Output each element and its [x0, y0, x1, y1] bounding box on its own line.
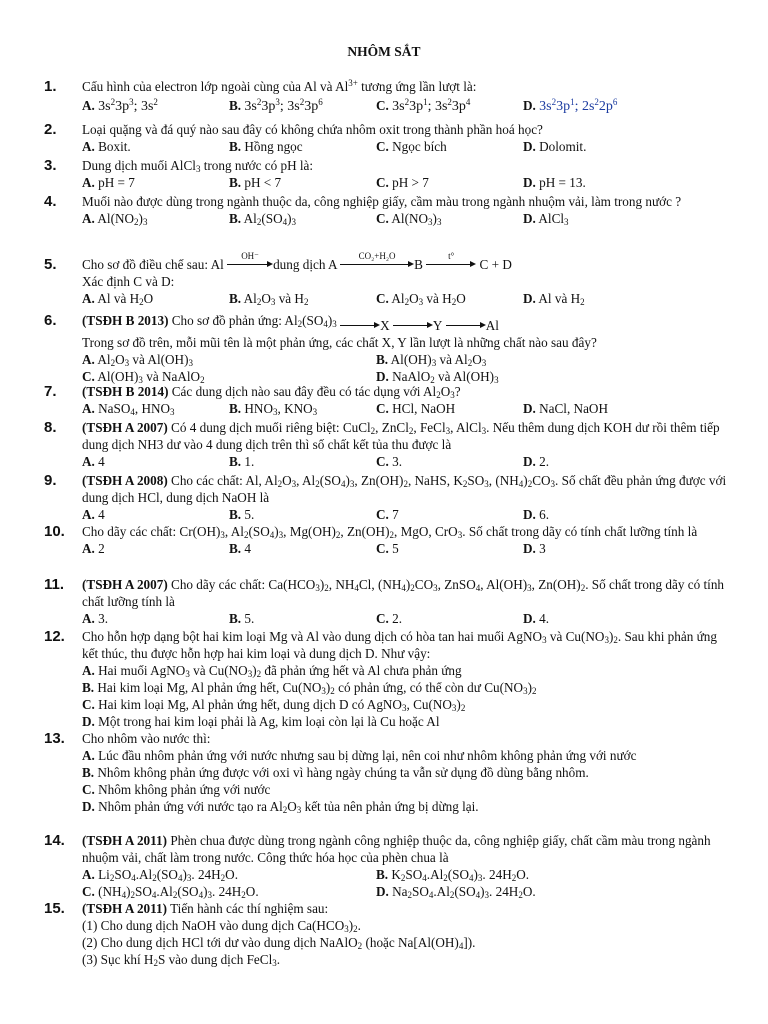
- option-a: A. $3s^23p^3$; $3s^2$: [82, 97, 158, 114]
- question-number: 5.: [44, 256, 57, 273]
- question-number: 3.: [44, 157, 57, 174]
- option-a: A. $Al_2O_3$ và $Al(OH)_3$: [82, 352, 193, 368]
- option-a: A. Al và $H_2O$: [82, 291, 154, 307]
- option-a: A. $Li_2SO_4.Al_2(SO_4)_3$. $24H_2O$.: [82, 867, 238, 883]
- option-d: D. NaCl, NaOH: [523, 401, 608, 416]
- question-number: 1.: [44, 78, 57, 95]
- question-2: [44, 121, 734, 155]
- option-a: A. 2: [82, 541, 105, 556]
- question-stem: (TSĐH B 2013) Cho sơ đồ phản ứng: $Al_2(SO_4)_3$ X Y Al: [82, 313, 499, 333]
- option-b: B. $3s^23p^3$; $3s^23p^6$: [229, 97, 323, 114]
- question-number: 7.: [44, 383, 57, 400]
- question-stem: (TSĐH A 2011) Phèn chua được dùng trong ngành công nghiệp thuộc da, công nghiệp giấy, chất cầm màu trong ngành nhuộm vải, chất làm trong nước. Công thức hóa học của phèn chua là: [82, 833, 711, 865]
- question-stem: Cho nhôm vào nước thì:: [82, 731, 211, 746]
- question-12: [44, 628, 734, 730]
- option-a: A. 3.: [82, 611, 109, 626]
- experiment-2: (2) Cho dung dịch HCl tới dư vào dung dịch NaAlO$_2$ (hoặc $Na[Al(OH)_4]$).: [82, 935, 476, 951]
- option-a: A. Lúc đầu nhôm phản ứng với nước nhưng sau bị dừng lại, nên coi như nhôm không phản ứng với nước: [82, 748, 637, 763]
- option-d: D. Al và $H_2$: [523, 291, 585, 307]
- option-c: C. pH > 7: [376, 175, 429, 190]
- option-c: C. $(NH_4)_2SO_4.Al_2(SO_4)_3$. $24H_2O$.: [82, 884, 259, 900]
- question-stem: (TSĐH A 2007) Có 4 dung dịch muối riêng biệt: CuCl$_2$, ZnCl$_2$, FeCl$_3$, AlCl$_3$. Nếu thêm dung dịch KOH dư rồi thêm tiếp dung dịch NH3 dư vào 4 dung dịch trên thì số chất kết tủa thu được là: [82, 420, 720, 452]
- option-c: C. Ngọc bích: [376, 139, 447, 154]
- option-a: A. 4: [82, 507, 105, 522]
- question-stem: Cho sơ đồ điều chế sau: Al OH⁻ dung dịch A CO₂+H₂O B t° C + D: [82, 251, 512, 272]
- reaction-arrow: CO₂+H₂O: [340, 256, 414, 273]
- reaction-arrow: t°: [426, 256, 476, 273]
- question-number: 10.: [44, 523, 65, 540]
- question-number: 14.: [44, 832, 65, 849]
- question-stem: Dung dịch muối AlCl$_3$ trong nước có pH là:: [82, 158, 314, 174]
- option-c: C. $3s^23p^1$; $3s^23p^4$: [376, 97, 471, 114]
- question-11: [44, 576, 734, 627]
- option-c: C. HCl, NaOH: [376, 401, 456, 416]
- option-b: B. $K_2SO_4.Al_2(SO_4)_3$. $24H_2O$.: [376, 867, 530, 883]
- question-1: [44, 78, 734, 115]
- question-number: 13.: [44, 730, 65, 747]
- option-c: C. 5: [376, 541, 399, 556]
- option-d: D. Nhôm phản ứng với nước tạo ra $Al_2O_3$ kết tủa nên phản ứng bị dừng lại.: [82, 799, 479, 815]
- question-10: [44, 523, 734, 557]
- option-b: B. $Al_2O_3$ và $H_2$: [229, 291, 309, 307]
- question-6: [44, 312, 734, 385]
- option-b: B. Hai kim loại Mg, Al phản ứng hết, $Cu(NO_3)_2$ có phản ứng, có thể còn dư $Cu(NO_3)_2$: [82, 680, 537, 696]
- option-a: A. Boxit.: [82, 139, 131, 154]
- option-b: B. 5.: [229, 507, 255, 522]
- option-b: B. 5.: [229, 611, 255, 626]
- question-number: 6.: [44, 312, 57, 329]
- question-9: [44, 472, 734, 523]
- question-5: [44, 251, 734, 307]
- reaction-arrow: [446, 317, 486, 334]
- experiment-3: (3) Sục khí $H_2S$ vào dung dịch FeCl$_3$.: [82, 952, 281, 968]
- option-d: D. pH = 13.: [523, 175, 586, 190]
- question-stem-line: Trong sơ đồ trên, mỗi mũi tên là một phản ứng, các chất X, Y lần lượt là những chất nào sau đây?: [82, 335, 597, 350]
- question-stem: (TSĐH A 2007) Cho dãy các chất: $Ca(HCO_3)_2$, $NH_4Cl$, $(NH_4)_2CO_3$, ZnSO$_4$, $Al(OH)_3$, $Zn(OH)_2$. Số chất trong dãy có tính chất lưỡng tính là: [82, 577, 725, 609]
- option-d: D. 6.: [523, 507, 550, 522]
- option-c: C. 3.: [376, 454, 403, 469]
- reaction-arrow: [393, 317, 433, 334]
- option-d: D. 3: [523, 541, 546, 556]
- option-d: D. AlCl$_3$: [523, 211, 569, 227]
- question-number: 11.: [44, 576, 65, 593]
- question-4: [44, 193, 734, 227]
- question-stem: (TSĐH A 2008) Cho các chất: Al, $Al_2O_3$, $Al_2(SO_4)_3$, $Zn(OH)_2$, NaHS, $K_2SO_3$, $(NH_4)_2CO_3$. Số chất đều phản ứng được với dung dịch HCl, dung dịch NaOH là: [82, 473, 727, 505]
- question-number: 4.: [44, 193, 57, 210]
- option-d: D. Một trong hai kim loại phải là Ag, kim loại còn lại là Cu hoặc Al: [82, 714, 440, 729]
- option-d: D. 2.: [523, 454, 550, 469]
- question-stem: (TSĐH B 2014) Các dung dịch nào sau đây đều có tác dụng với $Al_2O_3$?: [82, 384, 461, 400]
- option-a: A. pH = 7: [82, 175, 135, 190]
- option-b: B. 1.: [229, 454, 255, 469]
- question-stem-line: Xác định C và D:: [82, 274, 175, 289]
- option-b: B. 4: [229, 541, 251, 556]
- option-a: A. Hai muối AgNO$_3$ và $Cu(NO_3)_2$ đã phản ứng hết và Al chưa phản ứng: [82, 663, 462, 679]
- document-title: NHÔM SẮT: [347, 44, 421, 59]
- option-a: A. NaSO$_4$, $HNO_3$: [82, 401, 175, 417]
- option-d: D. Dolomit.: [523, 139, 587, 154]
- option-c: C. Hai kim loại Mg, Al phản ứng hết, dung dịch D có AgNO$_3$, $Cu(NO_3)_2$: [82, 697, 466, 713]
- option-c: C. $Al(NO_3)_3$: [376, 211, 442, 227]
- question-number: 8.: [44, 419, 57, 436]
- option-b: B. $Al_2(SO_4)_3$: [229, 211, 297, 227]
- reaction-arrow: [340, 317, 380, 334]
- option-b: B. Nhôm không phản ứng được với oxi vì hàng ngày chúng ta vẫn sử dụng đồ dùng bằng nhôm.: [82, 765, 589, 780]
- option-b: B. $Al(OH)_3$ và $Al_2O_3$: [376, 352, 487, 368]
- option-d: D. 4.: [523, 611, 550, 626]
- question-13: [44, 730, 734, 815]
- option-c: C. $Al(OH)_3$ và NaAlO$_2$: [82, 369, 205, 385]
- question-stem: Cho hỗn hợp dạng bột hai kim loại Mg và Al vào dung dịch có hòa tan hai muối AgNO$_3$ và $Cu(NO_3)_2$. Sau khi phản ứng kết thúc, thu được hỗn hợp hai kim loại và dung dịch D. Như vậy:: [82, 629, 717, 661]
- question-number: 2.: [44, 121, 57, 138]
- option-d: D. $Na_2SO_4.Al_2(SO_4)_3$. $24H_2O$.: [376, 884, 536, 900]
- question-number: 12.: [44, 628, 65, 645]
- question-number: 15.: [44, 900, 65, 917]
- question-stem: (TSĐH A 2011) Tiến hành các thí nghiệm sau:: [82, 901, 329, 916]
- experiment-1: (1) Cho dung dịch NaOH vào dung dịch $Ca(HCO_3)_2$.: [82, 918, 361, 934]
- question-15: [44, 900, 734, 968]
- question-stem: Cấu hình của electron lớp ngoài cùng của Al và $Al^{3+}$ tương ứng lần lượt là:: [82, 78, 477, 94]
- option-d: D. $3s^23p^1$; $2s^22p^6$: [523, 97, 618, 114]
- question-stem: Muối nào được dùng trong ngành thuộc da, công nghiệp giấy, cầm màu trong ngành nhuộm vải, làm trong nước ?: [82, 194, 682, 209]
- question-stem: Loại quặng và đá quý nào sau đây có không chứa nhôm oxit trong thành phần hoá học?: [82, 122, 543, 137]
- option-c: C. 2.: [376, 611, 403, 626]
- option-b: B. Hồng ngọc: [229, 139, 303, 154]
- option-a: A. 4: [82, 454, 105, 469]
- question-stem: Cho dãy các chất: $Cr(OH)_3$, $Al_2(SO_4)_3$, $Mg(OH)_2$, $Zn(OH)_2$, MgO, CrO$_3$. Số chất trong dãy có tính chất lưỡng tính là: [82, 524, 698, 540]
- option-c: C. 7: [376, 507, 399, 522]
- question-8: [44, 419, 734, 470]
- option-b: B. pH < 7: [229, 175, 282, 190]
- option-b: B. $HNO_3$, $KNO_3$: [229, 401, 318, 417]
- question-14: [44, 832, 734, 900]
- question-3: [44, 157, 734, 191]
- option-d: D. NaAlO$_2$ và $Al(OH)_3$: [376, 369, 499, 385]
- question-number: 9.: [44, 472, 57, 489]
- reaction-arrow: OH⁻: [227, 256, 273, 273]
- question-7: [44, 383, 734, 417]
- option-a: A. $Al(NO_2)_3$: [82, 211, 148, 227]
- option-c: C. Nhôm không phản ứng với nước: [82, 782, 271, 797]
- option-c: C. $Al_2O_3$ và $H_2O$: [376, 291, 466, 307]
